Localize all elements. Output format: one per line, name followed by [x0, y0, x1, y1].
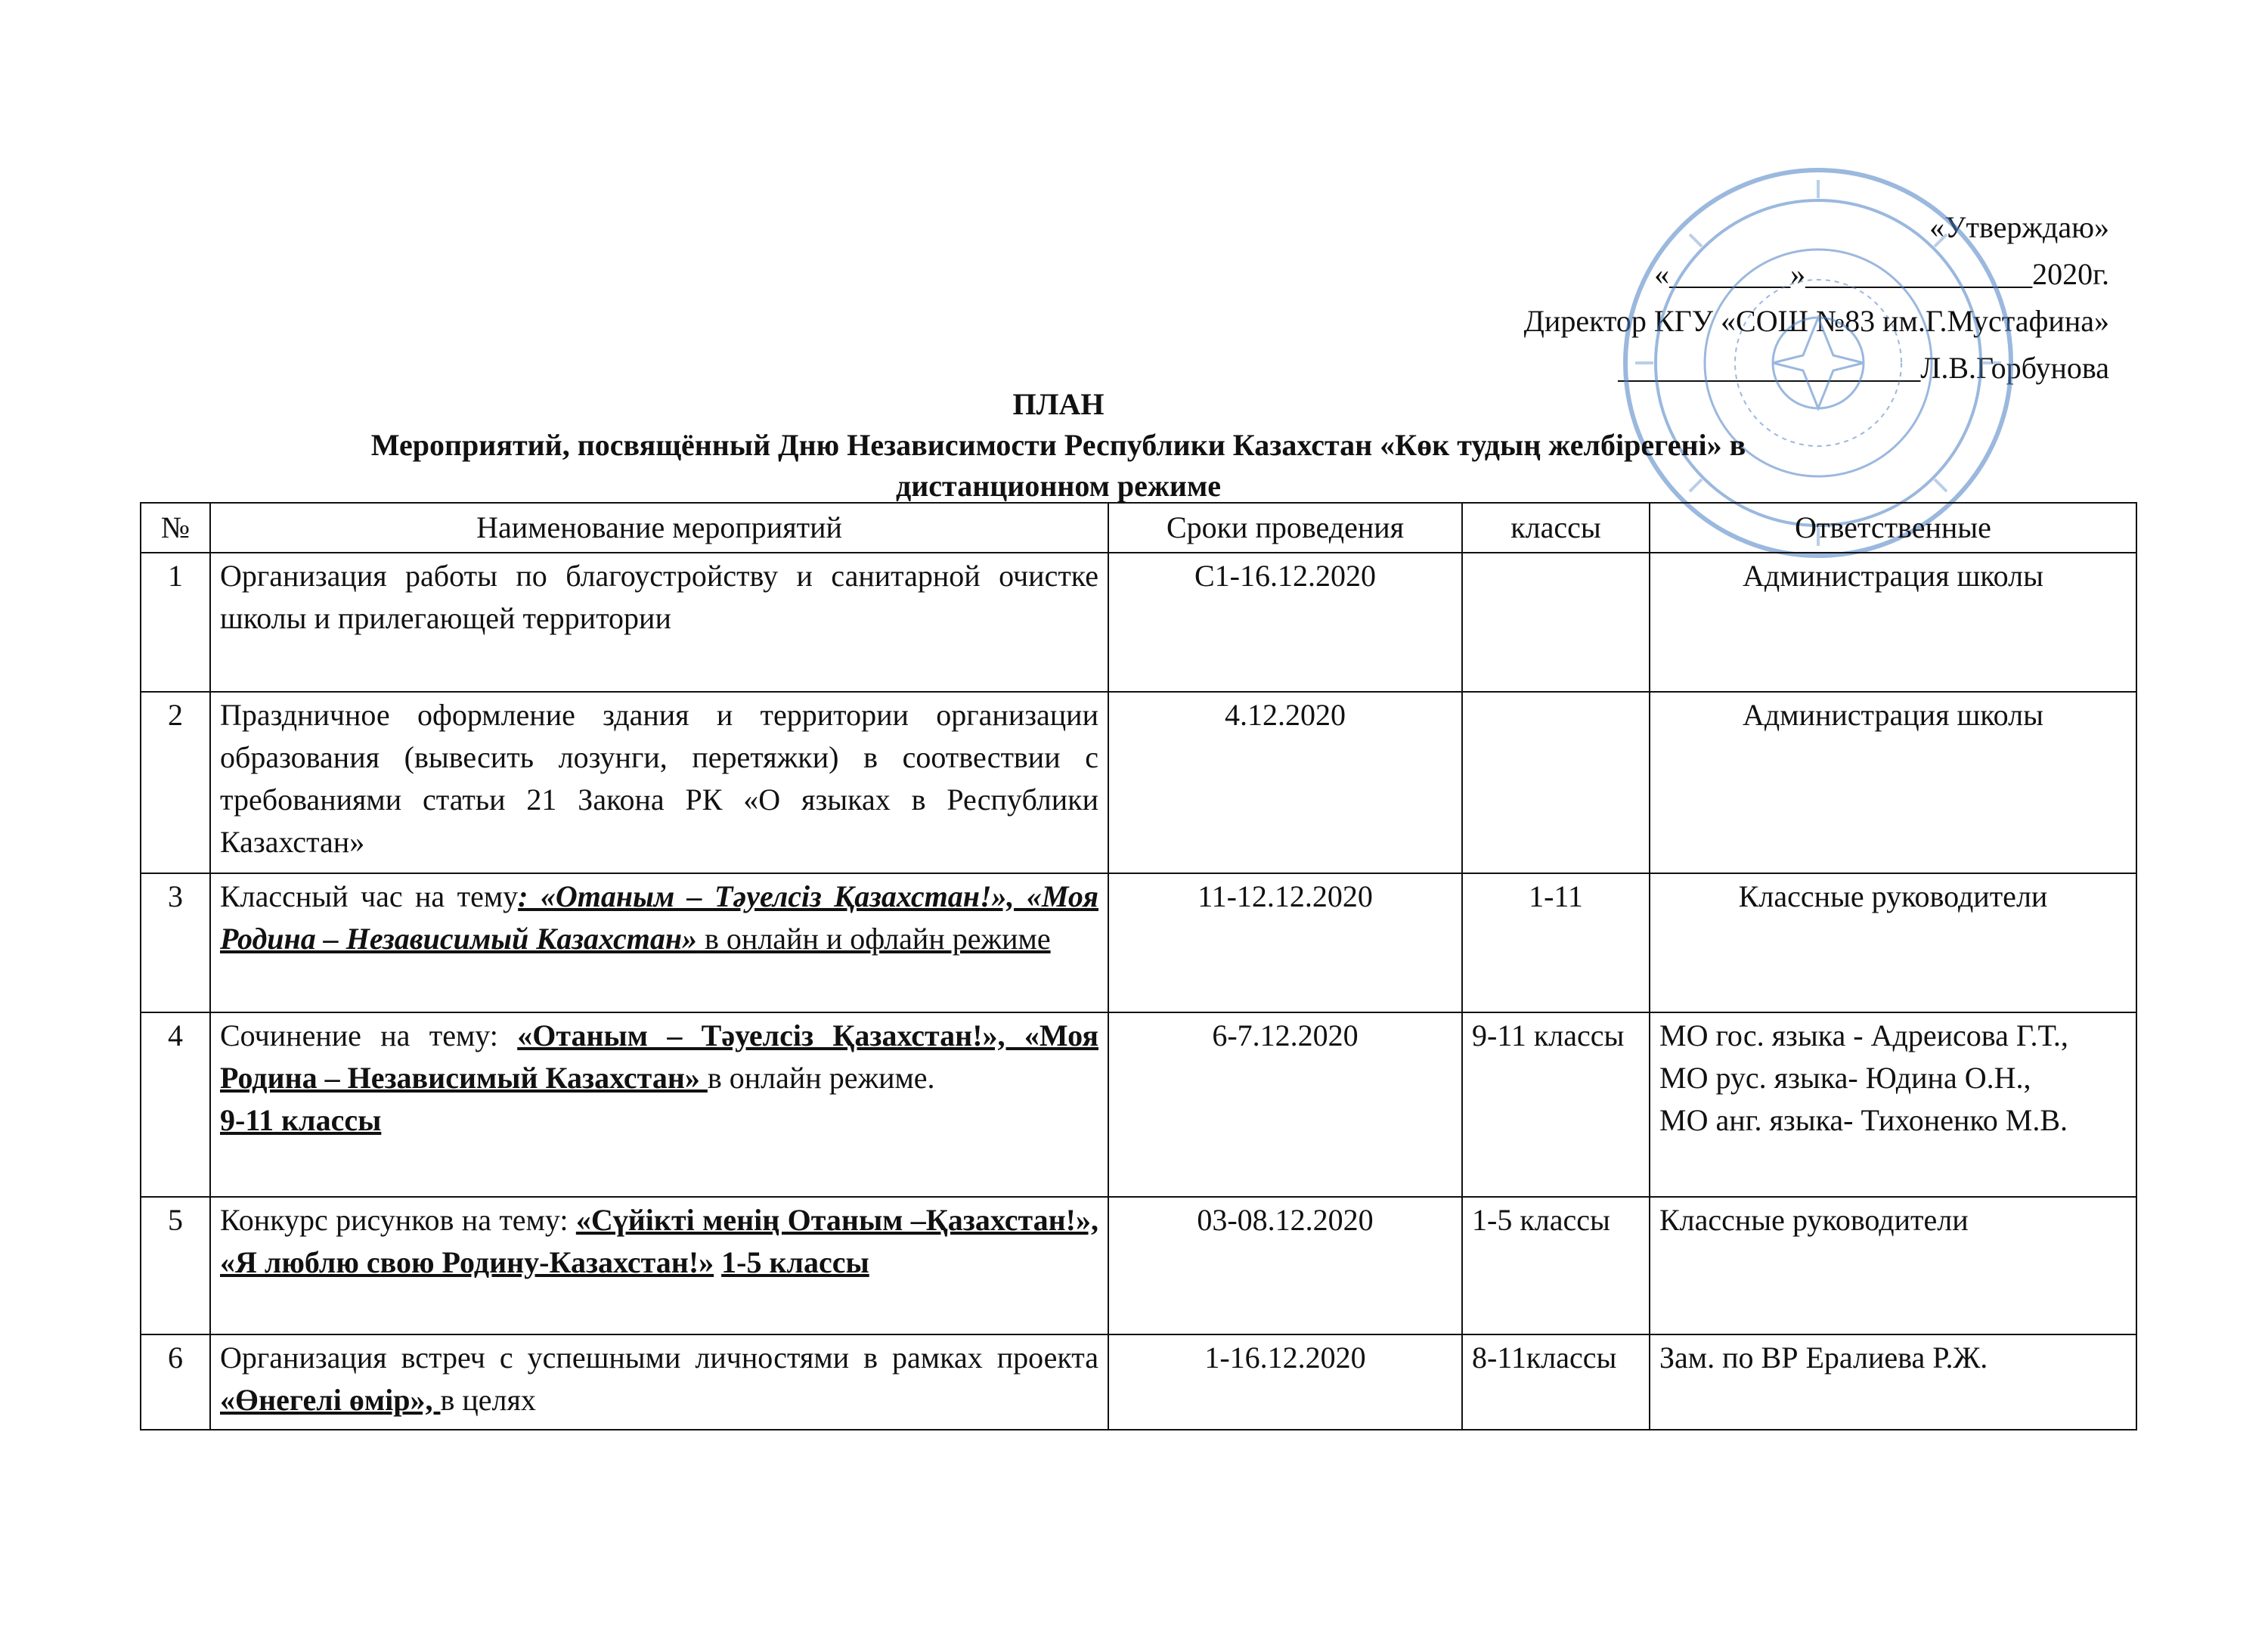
row-classes: 9-11 классы	[1462, 1012, 1650, 1197]
row-name-mode: в онлайн режиме.	[707, 1061, 935, 1095]
approval-line-2: «________»_______________2020г.	[1654, 257, 2109, 291]
row-name-topic: «Өнегелі өмір»,	[220, 1383, 441, 1417]
row-num: 4	[141, 1012, 210, 1197]
table-row	[141, 873, 2136, 1012]
row-classes: 1-5 классы	[1462, 1197, 1650, 1334]
row-date: 6-7.12.2020	[1108, 1012, 1462, 1197]
row-name	[210, 1197, 1108, 1334]
row-name	[210, 1012, 1108, 1197]
row-name-space	[714, 1245, 721, 1279]
row-responsible: Классные руководители	[1650, 1197, 2136, 1334]
row-date: 1-16.12.2020	[1108, 1334, 1462, 1430]
row-name-topic: «Сүйікті менің Отаным –Қазахстан!», «Я люблю свою Родину-Казахстан!»	[220, 1203, 1098, 1279]
row-name-classes: 1-5 классы	[721, 1245, 869, 1279]
header-classes: классы	[1462, 503, 1650, 553]
row-date: 03-08.12.2020	[1108, 1197, 1462, 1334]
events-table	[140, 502, 2137, 1430]
row-date: 11-12.12.2020	[1108, 873, 1462, 1012]
title-line-2: дистанционном режиме	[896, 469, 1221, 503]
title-heading: ПЛАН	[1012, 387, 1105, 421]
row-num: 3	[141, 873, 210, 1012]
row-name-text: Сочинение на тему:	[220, 1018, 518, 1052]
row-name-purpose: в целях	[440, 1383, 536, 1417]
row-date: 4.12.2020	[1108, 692, 1462, 873]
row-name: Праздничное оформление здания и территории организации образования (вывесить лозунги, перетяжки) в соотвествии с требованиями статьи 21 Закона РК «О языках в Республики Казахстан»	[210, 692, 1108, 873]
approval-line-4: ____________________Л.В.Горбунова	[1618, 351, 2109, 385]
table-row	[141, 1197, 2136, 1334]
row-name-classes: 9-11 классы	[220, 1103, 382, 1137]
row-num: 5	[141, 1197, 210, 1334]
approval-line-1: «Утверждаю»	[1929, 210, 2109, 244]
table-row	[141, 1012, 2136, 1197]
table-row	[141, 1334, 2136, 1430]
responsible-line: МО анг. языка- Тихоненко М.В.	[1659, 1103, 2068, 1137]
row-responsible: Администрация школы	[1650, 553, 2136, 692]
row-responsible	[1650, 1012, 2136, 1197]
row-name-text: Классный час на тему	[220, 879, 519, 913]
row-responsible: Классные руководители	[1650, 873, 2136, 1012]
row-name	[210, 1334, 1108, 1430]
row-name-topic: «Отаным – Тәуелсіз Қазахстан!», «Моя Родина – Независимый Казахстан»	[220, 1018, 1098, 1095]
row-classes: 1-11	[1462, 873, 1650, 1012]
row-num: 1	[141, 553, 210, 692]
table-header-row	[141, 503, 2136, 553]
document-title	[227, 384, 1890, 507]
row-num: 2	[141, 692, 210, 873]
responsible-line: МО рус. языка- Юдина О.Н.,	[1659, 1061, 2031, 1095]
row-classes	[1462, 692, 1650, 873]
table-row	[141, 692, 2136, 873]
row-responsible: Зам. по ВР Ералиева Р.Ж.	[1650, 1334, 2136, 1430]
row-name: Организация работы по благоустройству и санитарной очистке школы и прилегающей территории	[210, 553, 1108, 692]
header-date: Сроки проведения	[1108, 503, 1462, 553]
header-name: Наименование мероприятий	[210, 503, 1108, 553]
row-responsible: Администрация школы	[1650, 692, 2136, 873]
row-name	[210, 873, 1108, 1012]
row-classes	[1462, 553, 1650, 692]
row-name-topic: : «Отаным – Тәуелсіз Қазахстан!», «Моя Родина – Независимый Казахстан»	[220, 879, 1099, 956]
responsible-line: МО гос. языка - Адреисова Г.Т.,	[1659, 1018, 2068, 1052]
table-row	[141, 553, 2136, 692]
row-num: 6	[141, 1334, 210, 1430]
row-name-mode: в онлайн и офлайн режиме	[697, 922, 1051, 956]
row-name-text: Конкурс рисунков на тему:	[220, 1203, 576, 1237]
header-num: №	[141, 503, 210, 553]
approval-line-3: Директор КГУ «СОШ №83 им.Г.Мустафина»	[1523, 304, 2109, 338]
row-classes: 8-11классы	[1462, 1334, 1650, 1430]
header-responsible: Ответственные	[1650, 503, 2136, 553]
title-line-1: Мероприятий, посвящённый Дню Независимости Республики Казахстан «Көк тудың желбірегені» в	[370, 428, 1746, 462]
row-name-text: Организация встреч с успешными личностями в рамках проекта	[220, 1341, 1098, 1375]
row-date: С1-16.12.2020	[1108, 553, 1462, 692]
